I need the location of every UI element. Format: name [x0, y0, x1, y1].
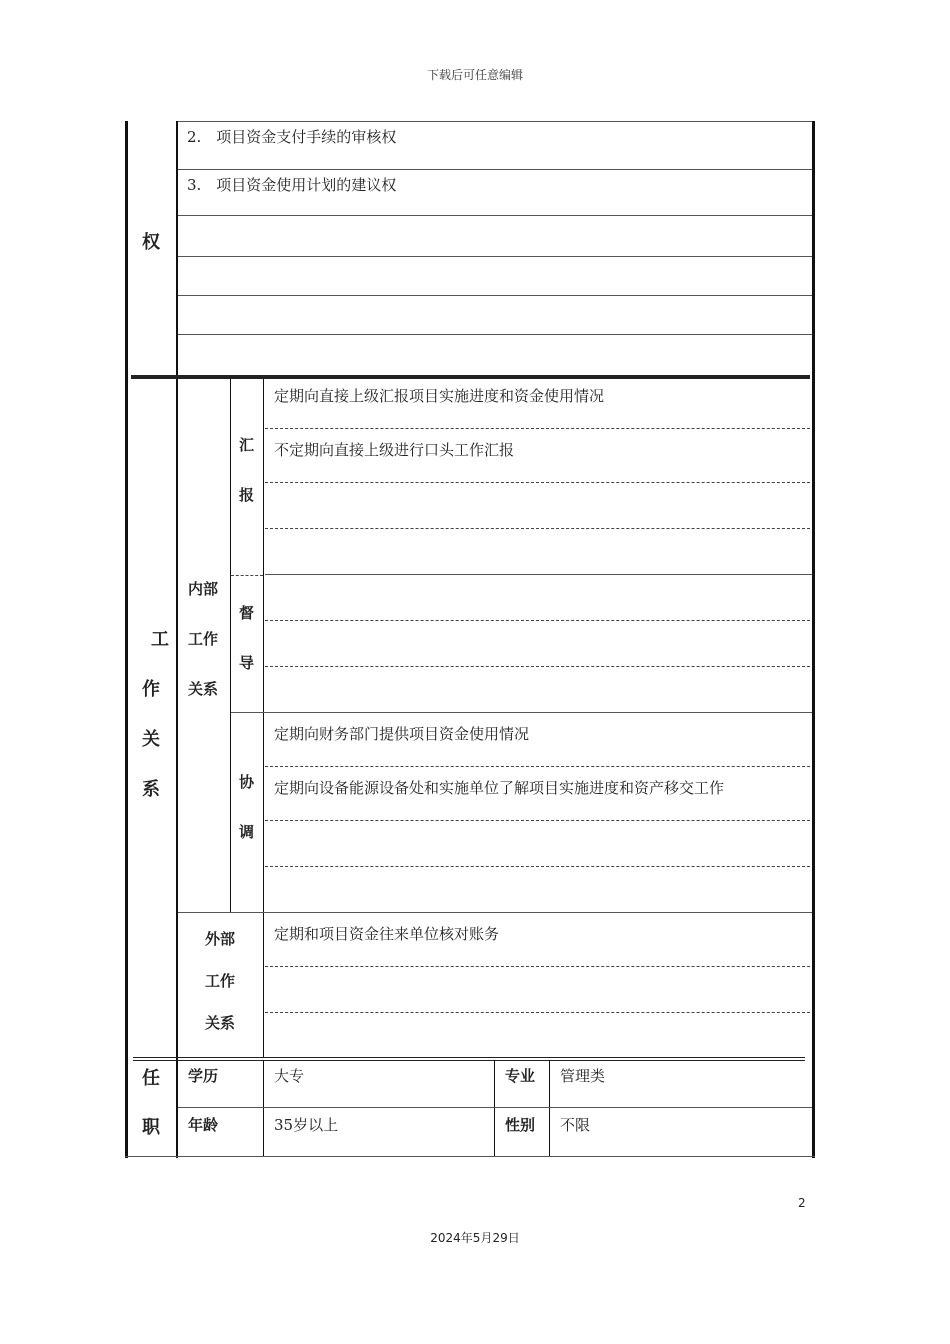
report-label: 汇: [239, 436, 255, 454]
qual-key: 学历: [188, 1067, 219, 1085]
block-line: [178, 912, 812, 913]
external-item: 定期和项目资金往来单位核对账务: [274, 925, 500, 943]
report-item: 不定期向直接上级进行口头工作汇报: [274, 441, 515, 459]
work-relations-label: 关: [142, 729, 160, 750]
internal-label: 关系: [188, 680, 219, 698]
qual-column-border: [494, 1060, 495, 1157]
rights-label: 权: [142, 232, 160, 253]
qual-key: 专业: [505, 1067, 536, 1085]
qual-column-border: [549, 1060, 550, 1157]
block-line: [231, 712, 812, 713]
rights-item: 3. 项目资金使用计划的建议权: [187, 176, 397, 194]
dashed-line: [265, 966, 810, 967]
page-number: 2: [798, 1196, 806, 1210]
page-header: 下载后可任意编辑: [426, 68, 523, 82]
coordinate-item: 定期向财务部门提供项目资金使用情况: [274, 725, 530, 743]
qual-value: 管理类: [560, 1067, 606, 1085]
section-separator: [133, 1060, 805, 1061]
rights-row-line: [178, 121, 812, 122]
external-label: 外部: [205, 930, 236, 948]
dashed-line: [265, 482, 810, 483]
rights-item: 2. 项目资金支付手续的审核权: [187, 128, 397, 146]
qual-column-border: [263, 1060, 264, 1157]
sub-label-border: [263, 379, 264, 1057]
supervise-label: 督: [239, 604, 255, 622]
qualifications-label: 职: [142, 1117, 160, 1138]
dashed-line: [265, 1012, 810, 1013]
qual-row-line: [178, 1107, 812, 1108]
internal-label: 内部: [188, 580, 219, 598]
dashed-line: [265, 820, 810, 821]
work-relations-label: 系: [142, 779, 160, 800]
work-relations-label: 工: [151, 629, 169, 650]
dashed-line: [265, 620, 810, 621]
rights-row-line: [178, 334, 812, 335]
qualifications-label: 任: [142, 1068, 160, 1089]
coordinate-label: 协: [239, 773, 255, 791]
report-label: 报: [239, 486, 255, 504]
dashed-line: [265, 766, 810, 767]
report-item: 定期向直接上级汇报项目实施进度和资金使用情况: [274, 387, 605, 405]
label-column-border: [176, 121, 178, 1158]
dashed-line: [231, 575, 263, 576]
section-separator: [131, 375, 810, 379]
block-line: [265, 574, 812, 575]
qual-value: 不限: [560, 1116, 591, 1134]
dashed-line: [265, 666, 810, 667]
footer-date: 2024年5月29日: [430, 1231, 520, 1245]
internal-label: 工作: [188, 630, 219, 648]
internal-label-border: [230, 379, 231, 912]
qual-row-line: [125, 1156, 815, 1157]
external-label: 关系: [205, 1014, 236, 1032]
table-right-border: [812, 121, 815, 1158]
table-left-border: [125, 121, 128, 1158]
supervise-label: 导: [239, 654, 255, 672]
section-separator: [133, 1057, 805, 1058]
dashed-line: [265, 528, 810, 529]
qual-key: 性别: [505, 1116, 536, 1134]
qual-value: 大专: [274, 1067, 305, 1085]
dashed-line: [265, 866, 810, 867]
rights-row-line: [178, 215, 812, 216]
dashed-line: [265, 428, 810, 429]
coordinate-item: 定期向设备能源设备处和实施单位了解项目实施进度和资产移交工作: [274, 779, 725, 797]
rights-row-line: [178, 169, 812, 170]
qual-value: 35岁以上: [274, 1116, 339, 1134]
coordinate-label: 调: [239, 823, 255, 841]
rights-row-line: [178, 256, 812, 257]
external-label: 工作: [205, 972, 236, 990]
work-relations-label: 作: [142, 679, 160, 700]
rights-row-line: [178, 295, 812, 296]
qual-key: 年龄: [188, 1116, 219, 1134]
